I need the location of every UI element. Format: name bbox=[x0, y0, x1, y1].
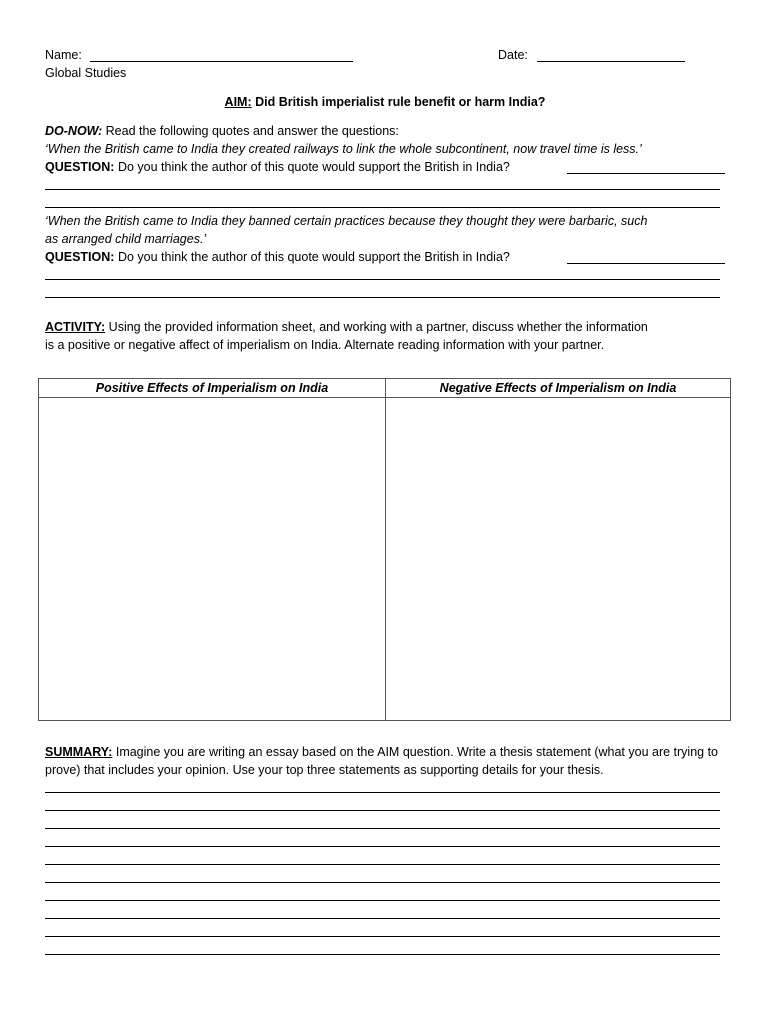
effects-table bbox=[38, 378, 731, 721]
negative-effects-cell[interactable] bbox=[386, 398, 731, 721]
activity-text-1: Using the provided information sheet, and working with a partner, discuss whether the information bbox=[108, 320, 648, 334]
summary-paragraph bbox=[45, 743, 720, 779]
quote-1: ‘When the British came to India they created railways to link the whole subcontinent, now travel time is less.’ bbox=[45, 142, 642, 156]
activity-label: ACTIVITY: bbox=[45, 320, 106, 334]
summary-line[interactable] bbox=[45, 815, 725, 833]
answer-line[interactable] bbox=[45, 266, 725, 284]
summary-line[interactable] bbox=[45, 797, 725, 815]
summary-label: SUMMARY: bbox=[45, 745, 113, 759]
summary-line[interactable] bbox=[45, 851, 725, 869]
question-1-line bbox=[45, 158, 725, 176]
positive-effects-header: Positive Effects of Imperialism on India bbox=[39, 379, 386, 398]
summary-section bbox=[45, 743, 725, 959]
negative-effects-header: Negative Effects of Imperialism on India bbox=[386, 379, 731, 398]
question-1-text: Do you think the author of this quote would support the British in India? bbox=[117, 160, 510, 174]
summary-text: Imagine you are writing an essay based on the AIM question. Write a thesis statement (what you are trying to prove) that includes your opinion. Use your top three statements as supporting details for your thesis. bbox=[45, 745, 719, 777]
activity-text-2: is a positive or negative affect of imperialism on India. Alternate reading information with your partner. bbox=[45, 338, 605, 352]
summary-line[interactable] bbox=[45, 869, 725, 887]
quote-2-line-1: ‘When the British came to India they banned certain practices because they thought they were barbaric, such bbox=[45, 214, 648, 228]
question-2-text: Do you think the author of this quote would support the British in India? bbox=[117, 250, 510, 264]
do-now-label: DO-NOW: bbox=[45, 124, 103, 138]
date-blank[interactable] bbox=[537, 48, 685, 62]
summary-line[interactable] bbox=[45, 923, 725, 941]
aim-label: AIM: bbox=[224, 95, 252, 109]
header-row bbox=[45, 46, 725, 64]
summary-line[interactable] bbox=[45, 941, 725, 959]
activity-line-1 bbox=[45, 318, 725, 336]
effects-body-row bbox=[39, 398, 731, 721]
aim-line bbox=[45, 93, 725, 111]
aim-question: Did British imperialist rule benefit or harm India? bbox=[255, 95, 546, 109]
question-2-label: QUESTION: bbox=[45, 250, 115, 264]
do-now-line bbox=[45, 122, 725, 140]
question-1-label: QUESTION: bbox=[45, 160, 115, 174]
do-now-instruction: Read the following quotes and answer the questions: bbox=[105, 124, 399, 138]
name-blank[interactable] bbox=[90, 48, 353, 62]
summary-line[interactable] bbox=[45, 905, 725, 923]
summary-line[interactable] bbox=[45, 833, 725, 851]
question-2-blank[interactable] bbox=[567, 250, 725, 264]
quote-2-line-2: as arranged child marriages.’ bbox=[45, 232, 207, 246]
summary-line[interactable] bbox=[45, 779, 725, 797]
name-label: Name: bbox=[45, 48, 82, 62]
summary-line[interactable] bbox=[45, 887, 725, 905]
worksheet bbox=[45, 46, 725, 354]
course-name: Global Studies bbox=[45, 66, 127, 80]
question-2-line bbox=[45, 248, 725, 266]
date-label: Date: bbox=[498, 48, 528, 62]
answer-line[interactable] bbox=[45, 194, 725, 212]
effects-header-row bbox=[39, 379, 731, 398]
positive-effects-cell[interactable] bbox=[39, 398, 386, 721]
question-1-blank[interactable] bbox=[567, 160, 725, 174]
answer-line[interactable] bbox=[45, 176, 725, 194]
answer-line[interactable] bbox=[45, 284, 725, 302]
